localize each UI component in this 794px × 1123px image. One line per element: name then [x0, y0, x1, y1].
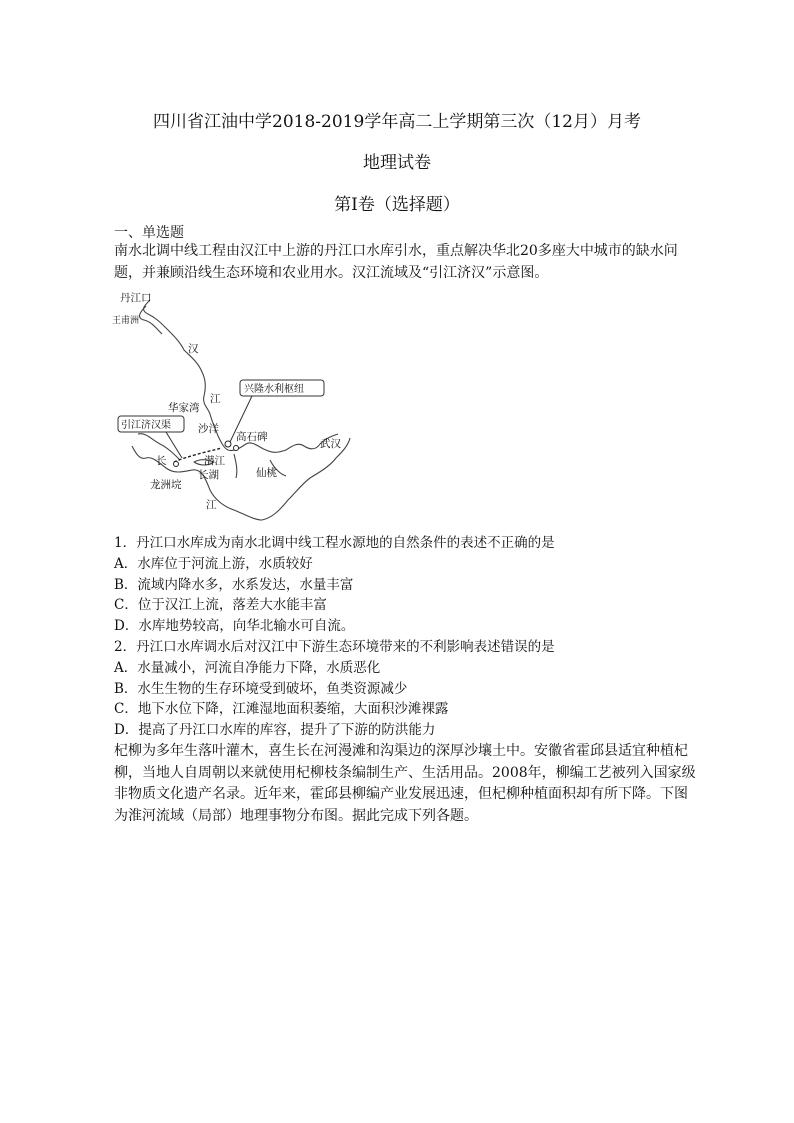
intro-paragraph: 南水北调中线工程由汉江中上游的丹江口水库引水，重点解决华北20多座大中城市的缺水问题，并兼顾沿线生态环境和农业用水。汉江流域及“引江济汉”示意图。 [114, 243, 678, 281]
question-stem: 2．丹江口水库调水后对汉江中下游生态环境带来的不利影响表述错误的是 [114, 638, 555, 655]
passage-paragraph: 杞柳为多年生落叶灌木，喜生长在河漫滩和沟渠边的深厚沙壤土中。安徽省霍邱县适宜种植杞柳，当地人自周朝以来就使用杞柳枝条编制生产、生活用品。2008年，柳编工艺被列入国家级非物质文化遗产名录。近年来，霍邱县柳编产业发展迅速，但杞柳种植面积却有所下降。下图为淮河流域（局部）地理事物分布图。据此完成下列各题。 [114, 743, 696, 824]
question-list [114, 533, 555, 741]
option-item: D．提高了丹江口水库的库容，提升了下游的防洪能力 [114, 722, 436, 739]
longzhouyuan-marker [174, 462, 179, 467]
part-heading: 第Ⅰ卷（选择题） [334, 195, 460, 215]
option-item: D．水库地势较高，向华北输水可自流。 [114, 618, 355, 635]
option-item: B．水生生物的生存环境受到破坏，鱼类资源减少 [114, 680, 408, 697]
label-danjiangkou: 丹江口 [120, 292, 152, 304]
label-jiang2: 江 [206, 499, 217, 511]
exam-title: 四川省江油中学2018-2019学年高二上学期第三次（12月）月考 [153, 112, 641, 132]
option-item: C．位于汉江上流，落差大水能丰富 [114, 597, 327, 614]
label-changhu: 长湖 [198, 469, 219, 481]
label-gaoshibei: 高石碑 [236, 431, 268, 443]
label-longzhouyuan: 龙洲垸 [150, 479, 182, 491]
option-item: B．流域内降水多，水系发达，水量丰富 [114, 576, 354, 593]
tributary-3 [234, 454, 237, 478]
option-item: A．水库位于河流上游，水质较好 [114, 555, 313, 572]
label-chang: 长 [156, 455, 167, 467]
label-qianjiang: 潜江 [204, 455, 225, 467]
question-stem: 1．丹江口水库成为南水北调中线工程水源地的自然条件的表述不正确的是 [114, 535, 555, 551]
section-heading: 一、单选题 [114, 225, 184, 241]
label-yinjiang: 引江济汉渠 [121, 420, 171, 431]
option-item: A．水量减小，河流自净能力下降，水质恶化 [114, 659, 381, 676]
hanjiang-river-bank [140, 306, 162, 334]
label-wuhan: 武汉 [320, 438, 341, 450]
exam-subtitle: 地理试卷 [363, 153, 431, 173]
hanjiang-river-map [110, 284, 370, 528]
label-xiantao: 仙桃 [256, 467, 277, 479]
label-shayang: 沙洋 [198, 423, 219, 435]
gaoshibei-marker [234, 446, 239, 451]
label-jiang1: 江 [210, 393, 221, 405]
label-han: 汉 [188, 343, 199, 355]
label-xinglong: 兴隆水利枢纽 [244, 384, 304, 395]
label-wangfuzhou: 王甫洲 [112, 316, 140, 326]
label-huajiawan: 华家湾 [168, 402, 200, 414]
option-item: C．地下水位下降，江滩湿地面积萎缩，大面积沙滩裸露 [114, 701, 449, 718]
